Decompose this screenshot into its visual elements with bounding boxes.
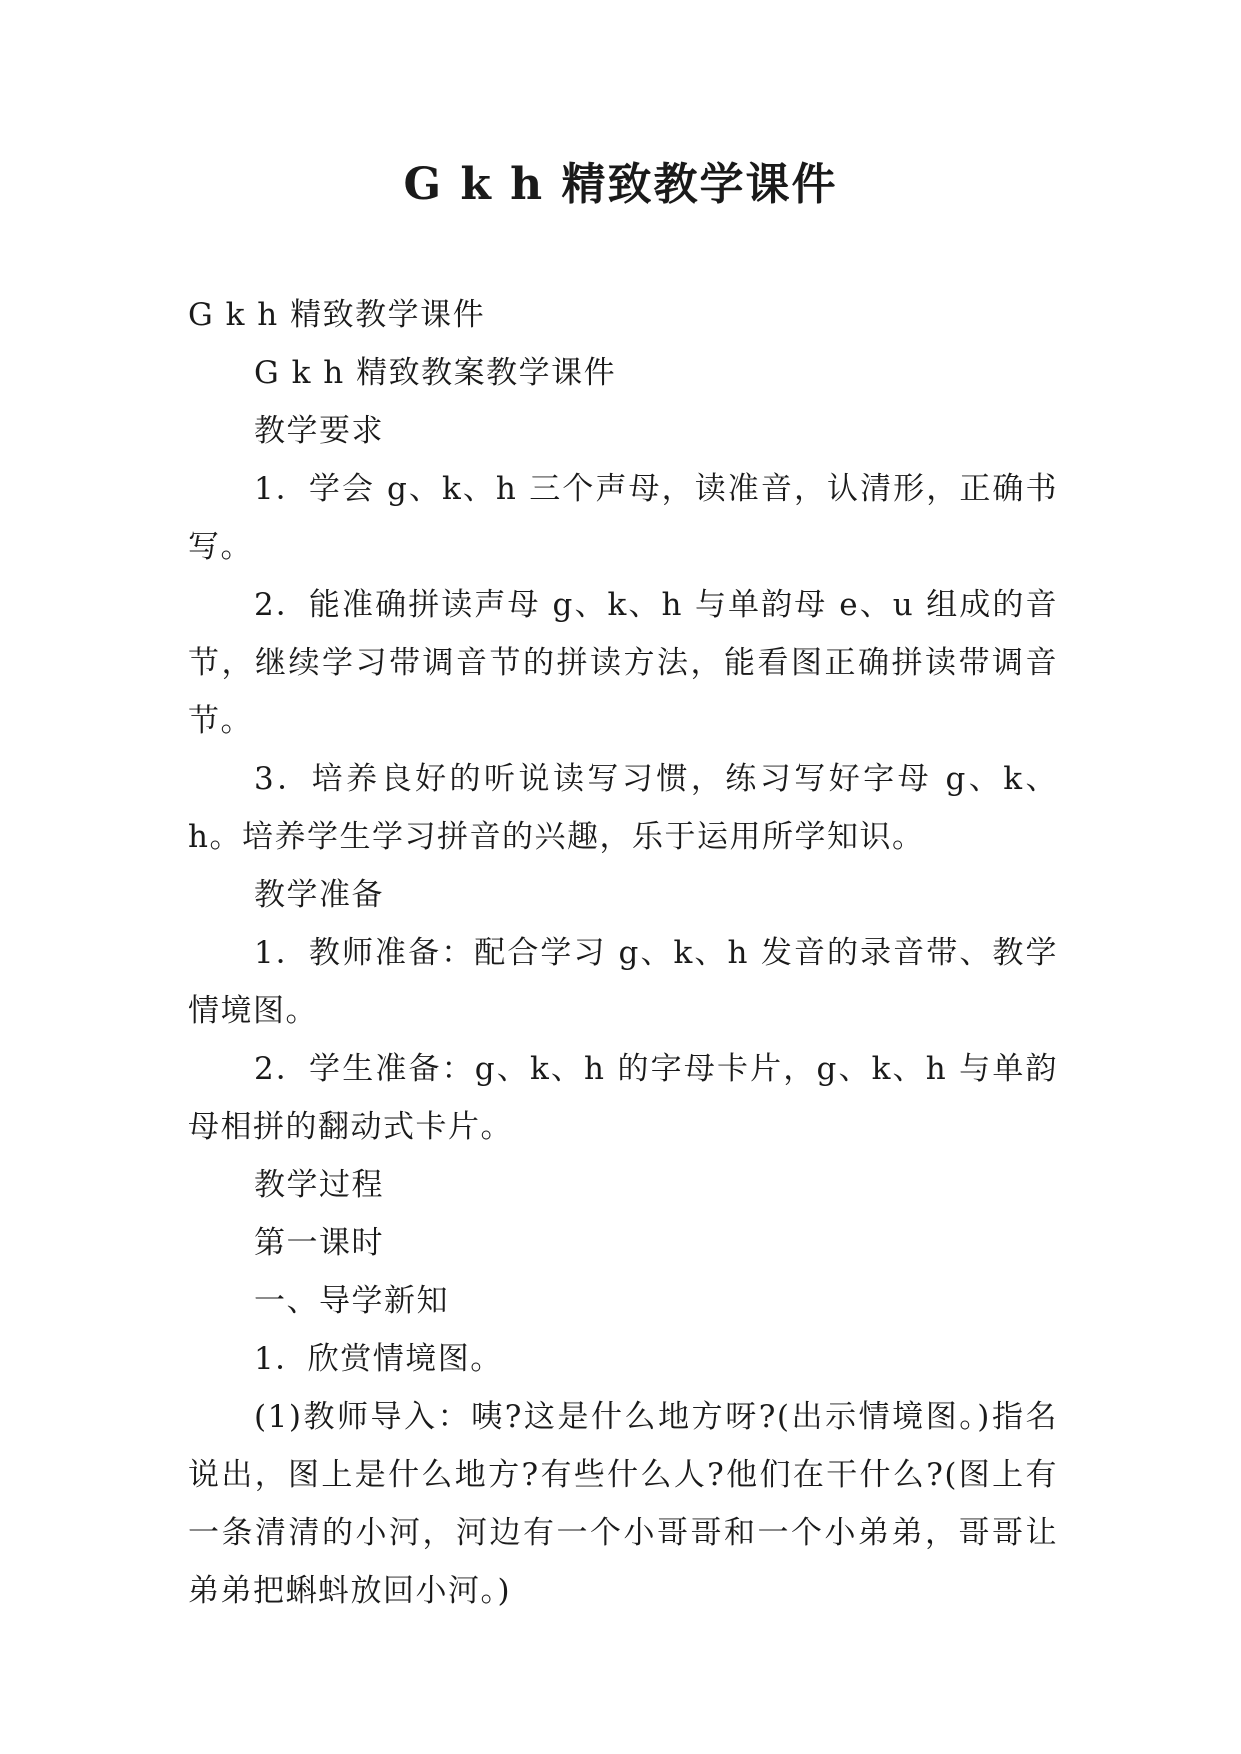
paragraph: G k h 精致教学课件 xyxy=(188,297,486,333)
section-heading: 教学过程 xyxy=(254,1167,384,1203)
paragraph: 3．培养良好的听说读写习惯，练习写好字母 g、k、h。培养学生学习拼音的兴趣，乐于运用所学知识。 xyxy=(188,761,1058,855)
paragraph: 2．学生准备：g、k、h 的字母卡片，g、k、h 与单韵母相拼的翻动式卡片。 xyxy=(188,1051,1058,1145)
paragraph: 1．教师准备：配合学习 g、k、h 发音的录音带、教学情境图。 xyxy=(188,935,1058,1029)
section-heading: 教学准备 xyxy=(254,877,384,913)
section-heading: 第一课时 xyxy=(254,1225,384,1261)
paragraph: 1．欣赏情境图。 xyxy=(254,1341,503,1377)
section-heading: 教学要求 xyxy=(254,413,384,449)
document-title: G k h 精致教学课件 xyxy=(403,159,838,210)
section-heading: 一、导学新知 xyxy=(254,1283,449,1319)
document-body xyxy=(188,286,1058,1620)
paragraph: (1)教师导入：咦?这是什么地方呀?(出示情境图。)指名说出，图上是什么地方?有些什么人?他们在干什么?(图上有一条清清的小河，河边有一个小哥哥和一个小弟弟，哥哥让弟弟把蝌蚪放回小河。) xyxy=(188,1399,1058,1609)
paragraph: G k h 精致教案教学课件 xyxy=(254,355,617,391)
paragraph: 1．学会 g、k、h 三个声母，读准音，认清形，正确书写。 xyxy=(188,471,1058,565)
paragraph: 2．能准确拼读声母 g、k、h 与单韵母 e、u 组成的音节，继续学习带调音节的拼读方法，能看图正确拼读带调音节。 xyxy=(188,587,1058,739)
